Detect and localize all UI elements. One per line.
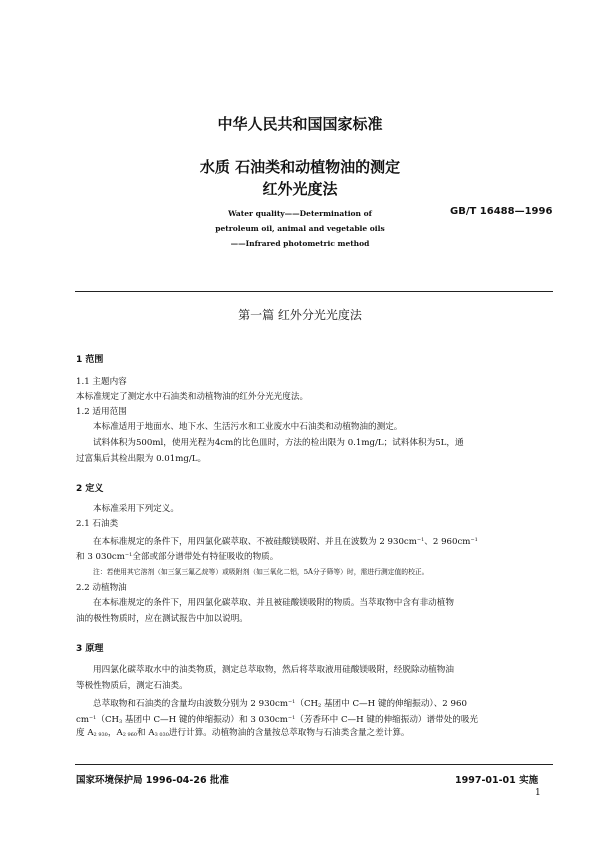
issuing-authority: 国家环境保护局 1996-04-26 批准 [76,775,229,786]
part-title: 第一篇 红外分光光度法 [238,308,362,322]
section-3-paragraph-1-cont: 等极性物质后，测定石油类。 [76,681,188,691]
section-2-1-text: 在本标准规定的条件下，用四氯化碳萃取、不被硅酸镁吸附、并且在波数为 2 $930cm^{-1}$、2 $960cm^{-1}$ [93,537,478,547]
english-title-line3: ——Infrared photometric method [230,239,370,248]
section-2-2-heading: 2.2 动植物油 [76,583,127,593]
section-1-1-heading: 1.1 主题内容 [76,377,127,387]
footer-divider [75,764,553,765]
section-2-heading: 2 定义 [76,484,104,494]
document-title-line1: 水质 石油类和动植物油的测定 [199,158,401,176]
section-2-2-text-cont: 油的极性物质时，应在测试报告中加以说明。 [76,614,248,624]
section-1-heading: 1 范围 [76,355,104,365]
english-title-line2: petroleum oil, animal and vegetable oils [215,224,385,233]
english-title-line1: Water quality——Determination of [228,209,372,218]
section-3-paragraph-2-line2: $cm^{-1}(CH_3$ 基团中 C—H 键的伸缩振动）和 3 $030cm^{-1}$（芳香环中 C—H 键的伸缩振动）谱带处的吸光 [76,715,479,725]
section-2-intro: 本标准采用下列定义。 [93,504,179,514]
issue-word: 批准 [209,775,229,786]
section-1-2-detection-limit: 试料体积为500ml，使用光程为4cm的比色皿时，方法的检出限为 0.1mg/L；试料体积为5L，通 [93,438,464,448]
section-2-2-text: 在本标准规定的条件下，用四氯化碳萃取、并且被硅酸镁吸附的物质。当萃取物中含有非动植物 [93,598,454,608]
section-1-2-detection-limit-cont: 过富集后其检出限为 0.01mg/L。 [76,454,207,464]
section-1-1-text: 本标准规定了测定水中石油类和动植物油的红外分光光度法。 [76,392,309,402]
page-number: 1 [535,788,541,798]
effective-date: 1997-01-01 实施 [455,775,539,786]
header-divider [75,291,553,292]
section-3-paragraph-2-line3: 度 $A_{2 930}$，$A_{2 960}$和 $A_{3 030}$进行计算。动植物油的含量按总萃取物与石油类含量之差计算。 [76,728,410,738]
section-1-2-text: 本标准适用于地面水、地下水、生活污水和工业废水中石油类和动植物油的测定。 [93,422,403,432]
standard-code: GB/T 16488—1996 [450,206,553,217]
section-1-2-heading: 1.2 适用范围 [76,407,127,417]
section-3-heading: 3 原理 [76,644,104,654]
section-2-1-heading: 2.1 石油类 [76,519,119,529]
section-2-1-note: 注：若使用其它溶剂（如三氯三氟乙烷等）或吸附剂（如三氧化二铝，5Å分子筛等）时，需进行测定值的校正。 [93,568,429,576]
document-title-line2: 红外光度法 [262,180,338,198]
section-2-1-text-cont: 和 3 $030cm^{-1}$全部或部分谱带处有特征吸收的物质。 [76,552,279,562]
section-3-paragraph-1: 用四氯化碳萃取水中的油类物质，测定总萃取物，然后将萃取液用硅酸镁吸附，经脱除动植物油 [93,665,454,675]
national-standard-title: 中华人民共和国国家标准 [217,115,383,133]
section-3-paragraph-2: 总萃取物和石油类的含量均由波数分别为 2 $930cm^{-1}(CH_2$ 基团中 C—H 键的伸缩振动）、2 960 [93,699,467,709]
